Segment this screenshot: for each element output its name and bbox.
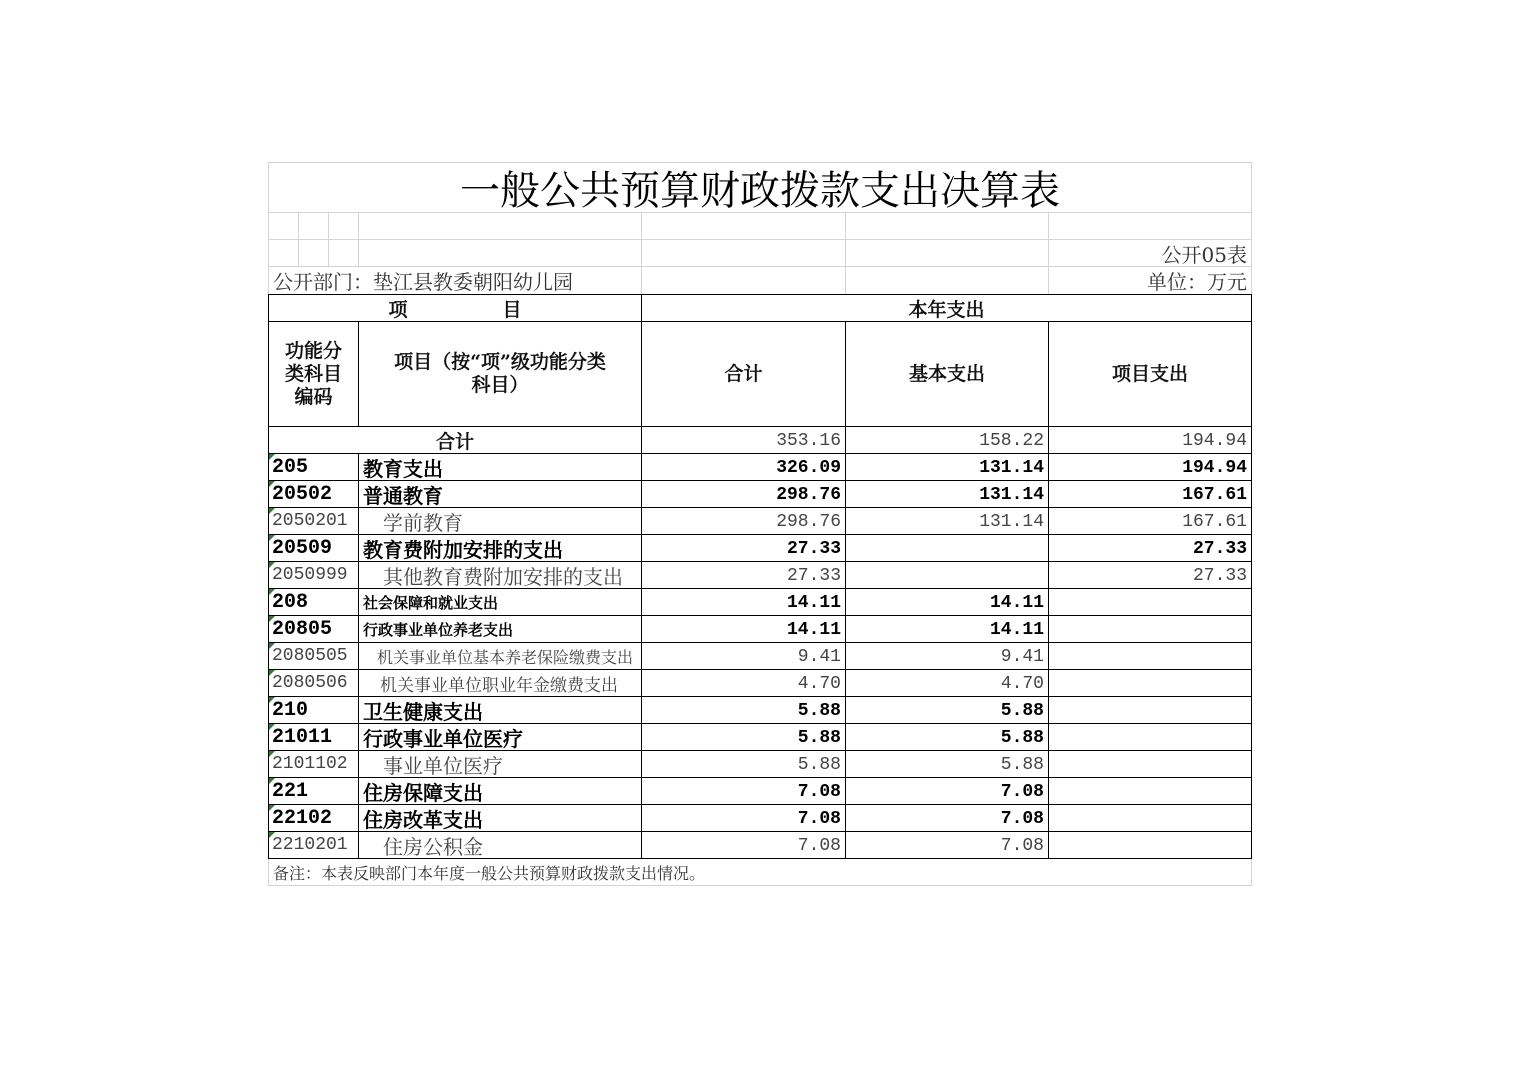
- code-header: 功能分类科目编码: [269, 322, 359, 427]
- grid-cell: [269, 240, 299, 267]
- basic-expense-cell: 7.08: [846, 832, 1049, 859]
- item-name-cell: 住房公积金: [359, 832, 642, 859]
- grid-cell: [642, 267, 846, 294]
- table-row: [269, 751, 1252, 778]
- code-cell: 2080506: [269, 670, 359, 697]
- project-expense-cell: [1049, 751, 1252, 778]
- item-name-cell: 行政事业单位医疗: [359, 724, 642, 751]
- basic-expense-cell: 131.14: [846, 508, 1049, 535]
- department-row: [269, 267, 1252, 294]
- code-cell: 2210201: [269, 832, 359, 859]
- code-cell: 208: [269, 589, 359, 616]
- basic-expense-cell: 5.88: [846, 724, 1049, 751]
- form-number: 公开05表: [1049, 240, 1252, 267]
- project-expense-cell: 167.61: [1049, 481, 1252, 508]
- code-cell: 20509: [269, 535, 359, 562]
- project-expense-cell: [1049, 724, 1252, 751]
- summary-label: 合计: [269, 427, 642, 454]
- grid-cell: [329, 240, 359, 267]
- code-cell: 22102: [269, 805, 359, 832]
- total-amount-cell: 14.11: [642, 616, 846, 643]
- code-cell: 20502: [269, 481, 359, 508]
- project-expense-cell: 167.61: [1049, 508, 1252, 535]
- item-name-cell: 社会保障和就业支出: [359, 589, 642, 616]
- item-name-cell: 普通教育: [359, 481, 642, 508]
- item-name-cell: 机关事业单位基本养老保险缴费支出: [359, 643, 642, 670]
- total-header: 合计: [642, 322, 846, 427]
- project-expense-cell: [1049, 670, 1252, 697]
- code-cell: 205: [269, 454, 359, 481]
- project-expense-cell: [1049, 697, 1252, 724]
- total-amount-cell: 7.08: [642, 778, 846, 805]
- basic-expense-cell: 7.08: [846, 778, 1049, 805]
- item-name-cell: 其他教育费附加安排的支出: [359, 562, 642, 589]
- item-group-header: 项 目: [269, 295, 642, 322]
- department-label: 公开部门：垫江县教委朝阳幼儿园: [269, 267, 642, 294]
- grid-cell: [359, 240, 642, 267]
- grid-cell: [359, 213, 642, 240]
- table-row: [269, 589, 1252, 616]
- table-row: [269, 508, 1252, 535]
- summary-total: 353.16: [642, 427, 846, 454]
- code-cell: 20805: [269, 616, 359, 643]
- item-name-header-line1: 项目（按“项”级功能分类: [394, 351, 606, 373]
- code-cell: 210: [269, 697, 359, 724]
- basic-expense-header: 基本支出: [846, 322, 1049, 427]
- grid-cell: [329, 213, 359, 240]
- item-name-header-line2: 科目）: [471, 374, 529, 396]
- total-amount-cell: 27.33: [642, 535, 846, 562]
- item-name-cell: 机关事业单位职业年金缴费支出: [359, 670, 642, 697]
- table-row: [269, 805, 1252, 832]
- project-expense-header: 项目支出: [1049, 322, 1252, 427]
- total-amount-cell: 9.41: [642, 643, 846, 670]
- unit-label: 单位：万元: [1049, 267, 1252, 294]
- item-name-cell: 行政事业单位养老支出: [359, 616, 642, 643]
- project-expense-cell: [1049, 832, 1252, 859]
- sheet-header-area: [268, 162, 1252, 294]
- table-row: [269, 454, 1252, 481]
- item-name-cell: 卫生健康支出: [359, 697, 642, 724]
- table-row: [269, 643, 1252, 670]
- total-amount-cell: 7.08: [642, 832, 846, 859]
- code-cell: 221: [269, 778, 359, 805]
- item-name-cell: 住房改革支出: [359, 805, 642, 832]
- item-name-cell: 教育费附加安排的支出: [359, 535, 642, 562]
- item-name-cell: 教育支出: [359, 454, 642, 481]
- grid-cell: [299, 240, 329, 267]
- basic-expense-cell: 14.11: [846, 616, 1049, 643]
- total-amount-cell: 4.70: [642, 670, 846, 697]
- expenditure-table: [268, 294, 1252, 859]
- footnote: 备注：本表反映部门本年度一般公共预算财政拨款支出情况。: [268, 859, 1252, 886]
- project-expense-cell: [1049, 778, 1252, 805]
- table-body: [269, 427, 1252, 859]
- total-amount-cell: 298.76: [642, 508, 846, 535]
- header-row-columns: [269, 322, 1252, 427]
- project-expense-cell: [1049, 616, 1252, 643]
- project-expense-cell: 194.94: [1049, 454, 1252, 481]
- total-amount-cell: 5.88: [642, 697, 846, 724]
- item-name-header: [359, 322, 642, 427]
- grid-cell: [642, 213, 846, 240]
- budget-sheet: [268, 162, 1252, 886]
- basic-expense-cell: 7.08: [846, 805, 1049, 832]
- form-number-row: [269, 240, 1252, 267]
- table-row: [269, 670, 1252, 697]
- report-title: 一般公共预算财政拨款支出决算表: [269, 163, 1252, 213]
- total-amount-cell: 326.09: [642, 454, 846, 481]
- table-row: [269, 778, 1252, 805]
- code-cell: 2080505: [269, 643, 359, 670]
- grid-cell: [846, 213, 1049, 240]
- table-row: [269, 832, 1252, 859]
- basic-expense-cell: [846, 562, 1049, 589]
- grid-cell: [642, 240, 846, 267]
- table-row: [269, 562, 1252, 589]
- basic-expense-cell: 14.11: [846, 589, 1049, 616]
- table-row: [269, 697, 1252, 724]
- summary-row: [269, 427, 1252, 454]
- project-expense-cell: [1049, 805, 1252, 832]
- total-amount-cell: 5.88: [642, 724, 846, 751]
- item-name-cell: 住房保障支出: [359, 778, 642, 805]
- grid-cell: [299, 213, 329, 240]
- project-expense-cell: 27.33: [1049, 562, 1252, 589]
- basic-expense-cell: [846, 535, 1049, 562]
- code-cell: 2050201: [269, 508, 359, 535]
- code-cell: 2101102: [269, 751, 359, 778]
- basic-expense-cell: 9.41: [846, 643, 1049, 670]
- total-amount-cell: 27.33: [642, 562, 846, 589]
- total-amount-cell: 14.11: [642, 589, 846, 616]
- grid-cell: [269, 213, 299, 240]
- table-row: [269, 616, 1252, 643]
- project-expense-cell: [1049, 589, 1252, 616]
- summary-basic: 158.22: [846, 427, 1049, 454]
- item-name-cell: 事业单位医疗: [359, 751, 642, 778]
- item-name-cell: 学前教育: [359, 508, 642, 535]
- table-row: [269, 481, 1252, 508]
- grid-cell: [1049, 213, 1252, 240]
- basic-expense-cell: 131.14: [846, 454, 1049, 481]
- basic-expense-cell: 131.14: [846, 481, 1049, 508]
- summary-project: 194.94: [1049, 427, 1252, 454]
- grid-cell: [846, 240, 1049, 267]
- header-row-group: [269, 295, 1252, 322]
- total-amount-cell: 7.08: [642, 805, 846, 832]
- table-row: [269, 724, 1252, 751]
- total-amount-cell: 298.76: [642, 481, 846, 508]
- basic-expense-cell: 4.70: [846, 670, 1049, 697]
- basic-expense-cell: 5.88: [846, 751, 1049, 778]
- code-cell: 21011: [269, 724, 359, 751]
- blank-row: [269, 213, 1252, 240]
- table-row: [269, 535, 1252, 562]
- total-amount-cell: 5.88: [642, 751, 846, 778]
- grid-cell: [846, 267, 1049, 294]
- title-row: [269, 163, 1252, 213]
- basic-expense-cell: 5.88: [846, 697, 1049, 724]
- code-cell: 2050999: [269, 562, 359, 589]
- project-expense-cell: 27.33: [1049, 535, 1252, 562]
- project-expense-cell: [1049, 643, 1252, 670]
- current-year-header: 本年支出: [642, 295, 1252, 322]
